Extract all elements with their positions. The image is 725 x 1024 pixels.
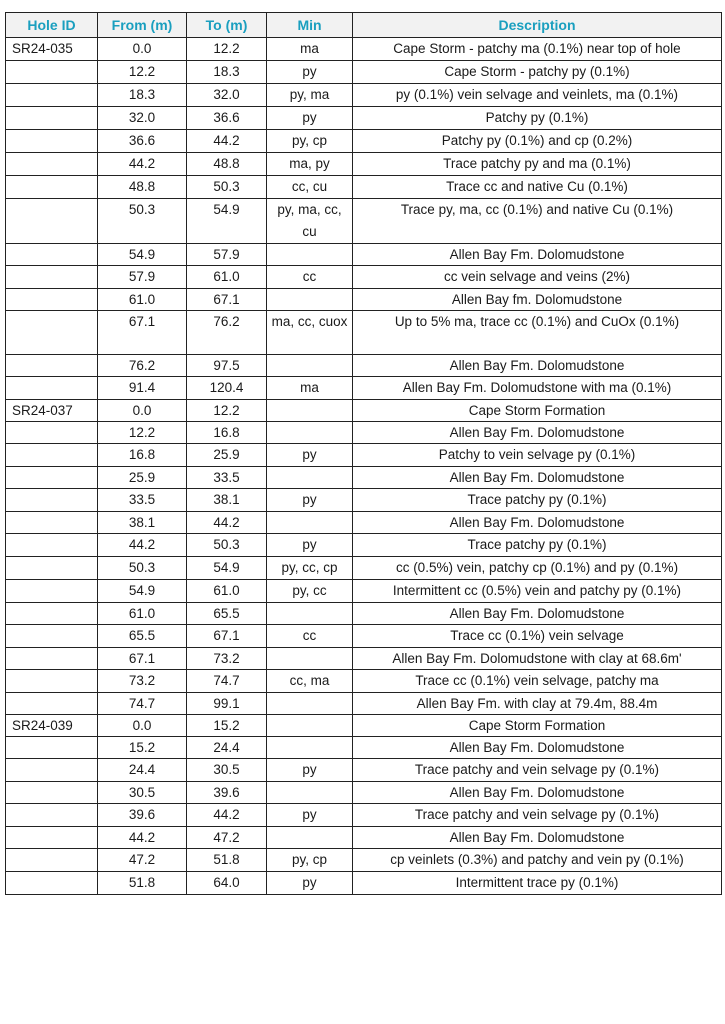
- hole-id-cell: [6, 759, 98, 782]
- hole-id-cell: [6, 84, 98, 107]
- hole-id-cell: [6, 804, 98, 827]
- table-row: [6, 130, 722, 153]
- min-cell: ma, py: [267, 153, 353, 176]
- to-cell: 44.2: [187, 512, 267, 534]
- to-cell: 38.1: [187, 489, 267, 512]
- to-cell: 67.1: [187, 289, 267, 311]
- description-cell: Trace cc (0.1%) vein selvage: [353, 625, 722, 648]
- table-header: [6, 13, 722, 38]
- table-row: [6, 625, 722, 648]
- to-cell: 74.7: [187, 670, 267, 693]
- hole-id-cell: [6, 289, 98, 311]
- to-cell: 15.2: [187, 715, 267, 737]
- description-cell: Allen Bay Fm. Dolomudstone: [353, 737, 722, 759]
- to-cell: 57.9: [187, 244, 267, 266]
- description-cell: Allen Bay Fm. with clay at 79.4m, 88.4m: [353, 693, 722, 715]
- table-row: [6, 153, 722, 176]
- min-cell: [267, 715, 353, 737]
- description-cell: cc vein selvage and veins (2%): [353, 266, 722, 289]
- from-cell: 0.0: [98, 715, 187, 737]
- hole-id-cell: [6, 489, 98, 512]
- table-row: [6, 107, 722, 130]
- from-cell: 36.6: [98, 130, 187, 153]
- min-cell: py: [267, 534, 353, 557]
- min-cell: py: [267, 444, 353, 467]
- from-cell: 32.0: [98, 107, 187, 130]
- description-cell: Trace patchy and vein selvage py (0.1%): [353, 759, 722, 782]
- hole-id-cell: [6, 782, 98, 804]
- min-cell: [267, 355, 353, 377]
- from-cell: 61.0: [98, 289, 187, 311]
- from-cell: 33.5: [98, 489, 187, 512]
- description-cell: Intermittent trace py (0.1%): [353, 872, 722, 895]
- from-cell: 25.9: [98, 467, 187, 489]
- table-row: [6, 422, 722, 444]
- hole-id-cell: [6, 311, 98, 355]
- from-cell: 65.5: [98, 625, 187, 648]
- table-row: [6, 737, 722, 759]
- to-cell: 12.2: [187, 38, 267, 61]
- hole-id-cell: [6, 625, 98, 648]
- description-cell: Allen Bay Fm. Dolomudstone: [353, 782, 722, 804]
- description-cell: Up to 5% ma, trace cc (0.1%) and CuOx (0.1%): [353, 311, 722, 355]
- table-row: [6, 827, 722, 849]
- hole-id-cell: [6, 557, 98, 580]
- hole-id-cell: [6, 534, 98, 557]
- min-cell: py, ma, cc, cu: [267, 199, 353, 244]
- from-cell: 24.4: [98, 759, 187, 782]
- min-cell: py, ma: [267, 84, 353, 107]
- to-cell: 44.2: [187, 804, 267, 827]
- header-hole-id: Hole ID: [6, 13, 98, 38]
- from-cell: 47.2: [98, 849, 187, 872]
- table-row: [6, 444, 722, 467]
- hole-id-cell: [6, 849, 98, 872]
- min-cell: [267, 603, 353, 625]
- min-cell: [267, 244, 353, 266]
- to-cell: 99.1: [187, 693, 267, 715]
- hole-id-cell: [6, 266, 98, 289]
- from-cell: 74.7: [98, 693, 187, 715]
- from-cell: 39.6: [98, 804, 187, 827]
- min-cell: py, cp: [267, 130, 353, 153]
- min-cell: [267, 289, 353, 311]
- table-row: [6, 580, 722, 603]
- min-cell: [267, 827, 353, 849]
- from-cell: 0.0: [98, 38, 187, 61]
- table-row: [6, 715, 722, 737]
- min-cell: py: [267, 804, 353, 827]
- header-to: To (m): [187, 13, 267, 38]
- from-cell: 91.4: [98, 377, 187, 400]
- min-cell: py, cp: [267, 849, 353, 872]
- description-cell: Patchy py (0.1%): [353, 107, 722, 130]
- from-cell: 12.2: [98, 61, 187, 84]
- to-cell: 97.5: [187, 355, 267, 377]
- min-cell: [267, 737, 353, 759]
- description-cell: Cape Storm Formation: [353, 715, 722, 737]
- to-cell: 61.0: [187, 580, 267, 603]
- hole-id-cell: [6, 355, 98, 377]
- table-row: [6, 489, 722, 512]
- min-cell: cc: [267, 266, 353, 289]
- min-cell: cc, ma: [267, 670, 353, 693]
- table-row: [6, 244, 722, 266]
- to-cell: 51.8: [187, 849, 267, 872]
- to-cell: 54.9: [187, 199, 267, 244]
- to-cell: 47.2: [187, 827, 267, 849]
- table-row: [6, 61, 722, 84]
- min-cell: py: [267, 107, 353, 130]
- hole-id-cell: [6, 580, 98, 603]
- table-row: [6, 670, 722, 693]
- hole-id-cell: [6, 872, 98, 895]
- from-cell: 38.1: [98, 512, 187, 534]
- table-row: [6, 648, 722, 670]
- hole-id-cell: [6, 153, 98, 176]
- hole-id-cell: [6, 603, 98, 625]
- min-cell: py: [267, 489, 353, 512]
- to-cell: 25.9: [187, 444, 267, 467]
- from-cell: 16.8: [98, 444, 187, 467]
- table-row: [6, 782, 722, 804]
- to-cell: 48.8: [187, 153, 267, 176]
- hole-id-cell: [6, 827, 98, 849]
- to-cell: 18.3: [187, 61, 267, 84]
- description-cell: Trace patchy py (0.1%): [353, 489, 722, 512]
- description-cell: Trace patchy py and ma (0.1%): [353, 153, 722, 176]
- table-body: [6, 38, 722, 895]
- to-cell: 44.2: [187, 130, 267, 153]
- min-cell: [267, 782, 353, 804]
- table-row: [6, 534, 722, 557]
- table-row: [6, 872, 722, 895]
- from-cell: 50.3: [98, 199, 187, 244]
- description-cell: Allen Bay Fm. Dolomudstone: [353, 827, 722, 849]
- table-row: [6, 266, 722, 289]
- to-cell: 32.0: [187, 84, 267, 107]
- drill-log-table: [5, 12, 722, 895]
- table-row: [6, 176, 722, 199]
- min-cell: cc, cu: [267, 176, 353, 199]
- hole-id-cell: [6, 648, 98, 670]
- description-cell: Trace patchy and vein selvage py (0.1%): [353, 804, 722, 827]
- hole-id-cell: [6, 244, 98, 266]
- description-cell: Allen Bay Fm. Dolomudstone: [353, 467, 722, 489]
- min-cell: py, cc, cp: [267, 557, 353, 580]
- to-cell: 12.2: [187, 400, 267, 422]
- hole-id-cell: [6, 61, 98, 84]
- table-row: [6, 849, 722, 872]
- min-cell: [267, 467, 353, 489]
- from-cell: 54.9: [98, 580, 187, 603]
- from-cell: 76.2: [98, 355, 187, 377]
- header-from: From (m): [98, 13, 187, 38]
- from-cell: 44.2: [98, 827, 187, 849]
- to-cell: 16.8: [187, 422, 267, 444]
- min-cell: [267, 422, 353, 444]
- to-cell: 33.5: [187, 467, 267, 489]
- description-cell: Allen Bay Fm. Dolomudstone with clay at 68.6m': [353, 648, 722, 670]
- description-cell: cc (0.5%) vein, patchy cp (0.1%) and py (0.1%): [353, 557, 722, 580]
- min-cell: [267, 648, 353, 670]
- table-row: [6, 557, 722, 580]
- min-cell: py, cc: [267, 580, 353, 603]
- to-cell: 39.6: [187, 782, 267, 804]
- hole-id-cell: [6, 176, 98, 199]
- description-cell: Allen Bay Fm. Dolomudstone with ma (0.1%): [353, 377, 722, 400]
- from-cell: 30.5: [98, 782, 187, 804]
- min-cell: py: [267, 61, 353, 84]
- description-cell: Patchy py (0.1%) and cp (0.2%): [353, 130, 722, 153]
- description-cell: Trace cc and native Cu (0.1%): [353, 176, 722, 199]
- to-cell: 120.4: [187, 377, 267, 400]
- description-cell: Allen Bay Fm. Dolomudstone: [353, 422, 722, 444]
- from-cell: 15.2: [98, 737, 187, 759]
- from-cell: 50.3: [98, 557, 187, 580]
- description-cell: Allen Bay Fm. Dolomudstone: [353, 244, 722, 266]
- description-cell: Allen Bay Fm. Dolomudstone: [353, 355, 722, 377]
- to-cell: 30.5: [187, 759, 267, 782]
- min-cell: [267, 512, 353, 534]
- hole-id-cell: [6, 737, 98, 759]
- from-cell: 48.8: [98, 176, 187, 199]
- hole-id-cell: [6, 512, 98, 534]
- header-description: Description: [353, 13, 722, 38]
- from-cell: 67.1: [98, 648, 187, 670]
- description-cell: py (0.1%) vein selvage and veinlets, ma (0.1%): [353, 84, 722, 107]
- hole-id-cell: [6, 693, 98, 715]
- hole-id-cell: [6, 467, 98, 489]
- table-row: [6, 693, 722, 715]
- table-row: [6, 311, 722, 355]
- hole-id-cell: [6, 670, 98, 693]
- min-cell: cc: [267, 625, 353, 648]
- hole-id-cell: SR24-039: [6, 715, 98, 737]
- description-cell: Trace py, ma, cc (0.1%) and native Cu (0.1%): [353, 199, 722, 244]
- table-row: [6, 603, 722, 625]
- to-cell: 24.4: [187, 737, 267, 759]
- from-cell: 12.2: [98, 422, 187, 444]
- min-cell: ma, cc, cuox: [267, 311, 353, 355]
- to-cell: 76.2: [187, 311, 267, 355]
- hole-id-cell: [6, 130, 98, 153]
- table-row: [6, 512, 722, 534]
- min-cell: ma: [267, 377, 353, 400]
- description-cell: Trace patchy py (0.1%): [353, 534, 722, 557]
- hole-id-cell: SR24-037: [6, 400, 98, 422]
- from-cell: 0.0: [98, 400, 187, 422]
- to-cell: 67.1: [187, 625, 267, 648]
- table-row: [6, 804, 722, 827]
- description-cell: Allen Bay fm. Dolomudstone: [353, 289, 722, 311]
- from-cell: 44.2: [98, 153, 187, 176]
- from-cell: 54.9: [98, 244, 187, 266]
- min-cell: [267, 400, 353, 422]
- min-cell: py: [267, 759, 353, 782]
- to-cell: 50.3: [187, 176, 267, 199]
- hole-id-cell: SR24-035: [6, 38, 98, 61]
- to-cell: 36.6: [187, 107, 267, 130]
- to-cell: 64.0: [187, 872, 267, 895]
- from-cell: 67.1: [98, 311, 187, 355]
- description-cell: Cape Storm Formation: [353, 400, 722, 422]
- table-row: [6, 289, 722, 311]
- from-cell: 57.9: [98, 266, 187, 289]
- table-row: [6, 38, 722, 61]
- to-cell: 54.9: [187, 557, 267, 580]
- table-row: [6, 400, 722, 422]
- table-row: [6, 759, 722, 782]
- description-cell: cp veinlets (0.3%) and patchy and vein py (0.1%): [353, 849, 722, 872]
- table-row: [6, 84, 722, 107]
- table-row: [6, 199, 722, 244]
- table-row: [6, 467, 722, 489]
- hole-id-cell: [6, 377, 98, 400]
- table-row: [6, 377, 722, 400]
- from-cell: 44.2: [98, 534, 187, 557]
- from-cell: 18.3: [98, 84, 187, 107]
- hole-id-cell: [6, 199, 98, 244]
- from-cell: 51.8: [98, 872, 187, 895]
- description-cell: Patchy to vein selvage py (0.1%): [353, 444, 722, 467]
- description-cell: Intermittent cc (0.5%) vein and patchy py (0.1%): [353, 580, 722, 603]
- from-cell: 61.0: [98, 603, 187, 625]
- min-cell: [267, 693, 353, 715]
- hole-id-cell: [6, 444, 98, 467]
- to-cell: 65.5: [187, 603, 267, 625]
- to-cell: 61.0: [187, 266, 267, 289]
- min-cell: py: [267, 872, 353, 895]
- to-cell: 73.2: [187, 648, 267, 670]
- header-min: Min: [267, 13, 353, 38]
- description-cell: Trace cc (0.1%) vein selvage, patchy ma: [353, 670, 722, 693]
- description-cell: Allen Bay Fm. Dolomudstone: [353, 512, 722, 534]
- hole-id-cell: [6, 422, 98, 444]
- hole-id-cell: [6, 107, 98, 130]
- table-row: [6, 355, 722, 377]
- to-cell: 50.3: [187, 534, 267, 557]
- description-cell: Allen Bay Fm. Dolomudstone: [353, 603, 722, 625]
- min-cell: ma: [267, 38, 353, 61]
- from-cell: 73.2: [98, 670, 187, 693]
- description-cell: Cape Storm - patchy ma (0.1%) near top of hole: [353, 38, 722, 61]
- description-cell: Cape Storm - patchy py (0.1%): [353, 61, 722, 84]
- header-row: [6, 13, 722, 38]
